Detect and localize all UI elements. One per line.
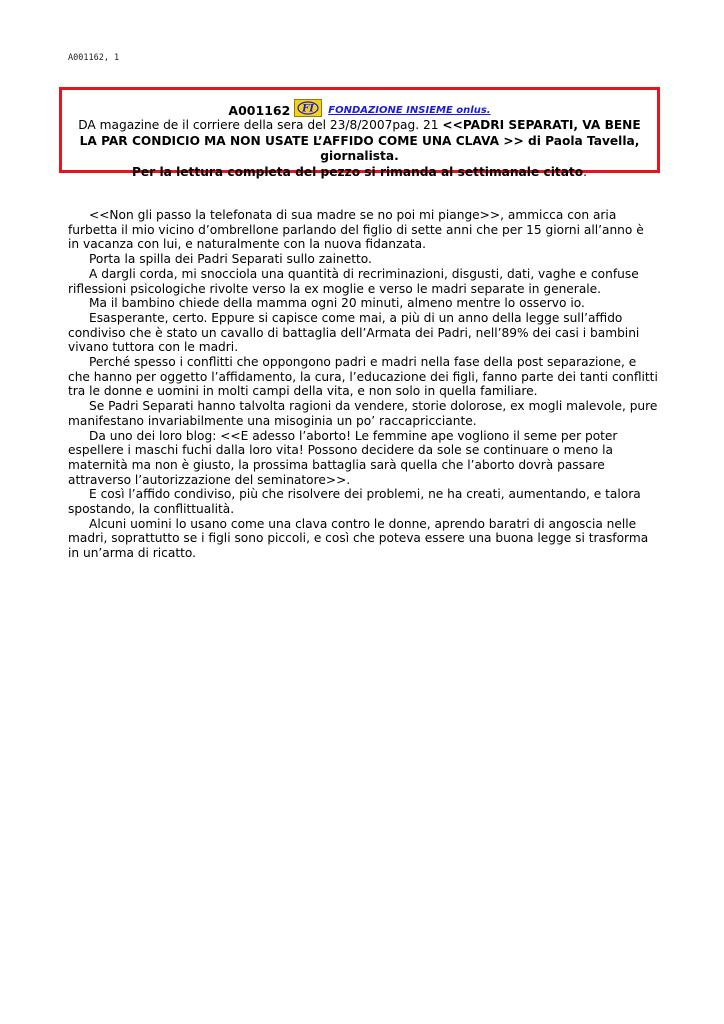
- paragraph: A dargli corda, mi snocciola una quantità di recriminazioni, disgusti, dati, vaghe e confuse riflessioni psicologiche rivolte verso la ex moglie e verso le madri separate in generale.: [68, 266, 639, 296]
- org-link[interactable]: FONDAZIONE INSIEME onlus.: [328, 104, 491, 116]
- article-title-part2: LA PAR CONDICIO MA NON USATE L’AFFIDO COME UNA CLAVA >> di Paola Tavella,: [79, 133, 640, 148]
- header-box: [59, 87, 660, 179]
- paragraph: Ma il bambino chiede della mamma ogni 20 minuti, almeno mentre lo osservo io.: [89, 296, 585, 311]
- paragraph: Porta la spilla dei Padri Separati sullo zainetto.: [89, 252, 372, 267]
- article-body: [68, 208, 658, 561]
- page-header: A001162, 1: [68, 53, 120, 63]
- paragraph: Esasperante, certo. Eppure si capisce come mai, a più di un anno della legge sull’affido condiviso che è stato un cavallo di battaglia dell’Armata dei Padri, nell’89% dei casi i bambini vivano tuttora con le madri.: [68, 310, 640, 355]
- source-prefix: DA magazine de il corriere della sera del 23/8/2007pag. 21: [78, 118, 443, 132]
- doc-id: A001162: [228, 102, 291, 118]
- fondazione-logo-icon: [294, 99, 322, 117]
- paragraph: Da uno dei loro blog: <<E adesso l’aborto! Le femmine ape vogliono il seme per poter espellere i maschi fuchi dalla loro vita! Possono decidere da sole se continuare o meno la maternità ma non è giusto, la prossima battaglia sarà quella che l’aborto dovrà passare attraverso l’autorizzazione del seminatore>>.: [68, 428, 618, 487]
- logo-text: FI: [302, 103, 315, 115]
- source-line: [62, 118, 657, 134]
- paragraph: Alcuni uomini lo usano come una clava contro le donne, aprendo baratri di angoscia nelle madri, soprattutto se i figli sono piccoli, e così che poteva essere una buona legge si trasforma in un’arma di ricatto.: [68, 516, 649, 561]
- reading-note: Per la lettura completa del pezzo si rimanda al settimanale citato: [132, 164, 584, 179]
- paragraph: Se Padri Separati hanno talvolta ragioni da vendere, storie dolorose, ex mogli malevole, pure manifestano invariabilmente una misoginia un po’ raccapricciante.: [68, 399, 658, 428]
- paragraph: Perché spesso i conflitti che oppongono padri e madri nella fase della post separazione, e che hanno per oggetto l’affidamento, la cura, l’educazione dei figli, fanno parte dei tanti conflitti tra le donne e uomini in molti campi della vita, e non solo in quella familiare.: [68, 355, 658, 399]
- title-line: [62, 99, 657, 118]
- reading-note-end: .: [583, 164, 587, 179]
- reading-note-line: [62, 165, 657, 181]
- article-title-part3: giornalista.: [320, 149, 399, 163]
- paragraph: <<Non gli passo la telefonata di sua madre se no poi mi piange>>, ammicca con aria furbetta il mio vicino d’ombrellone parlando del figlio di sette anni che per 15 giorni all’anno è in vacanza con lui, e naturalmente con la nuova fidanzata.: [68, 208, 644, 252]
- paragraph: E così l’affido condiviso, più che risolvere dei problemi, ne ha creati, aumentando, e talora spostando, la conflittualità.: [68, 487, 641, 517]
- article-title-part1: <<PADRI SEPARATI, VA BENE: [442, 118, 641, 132]
